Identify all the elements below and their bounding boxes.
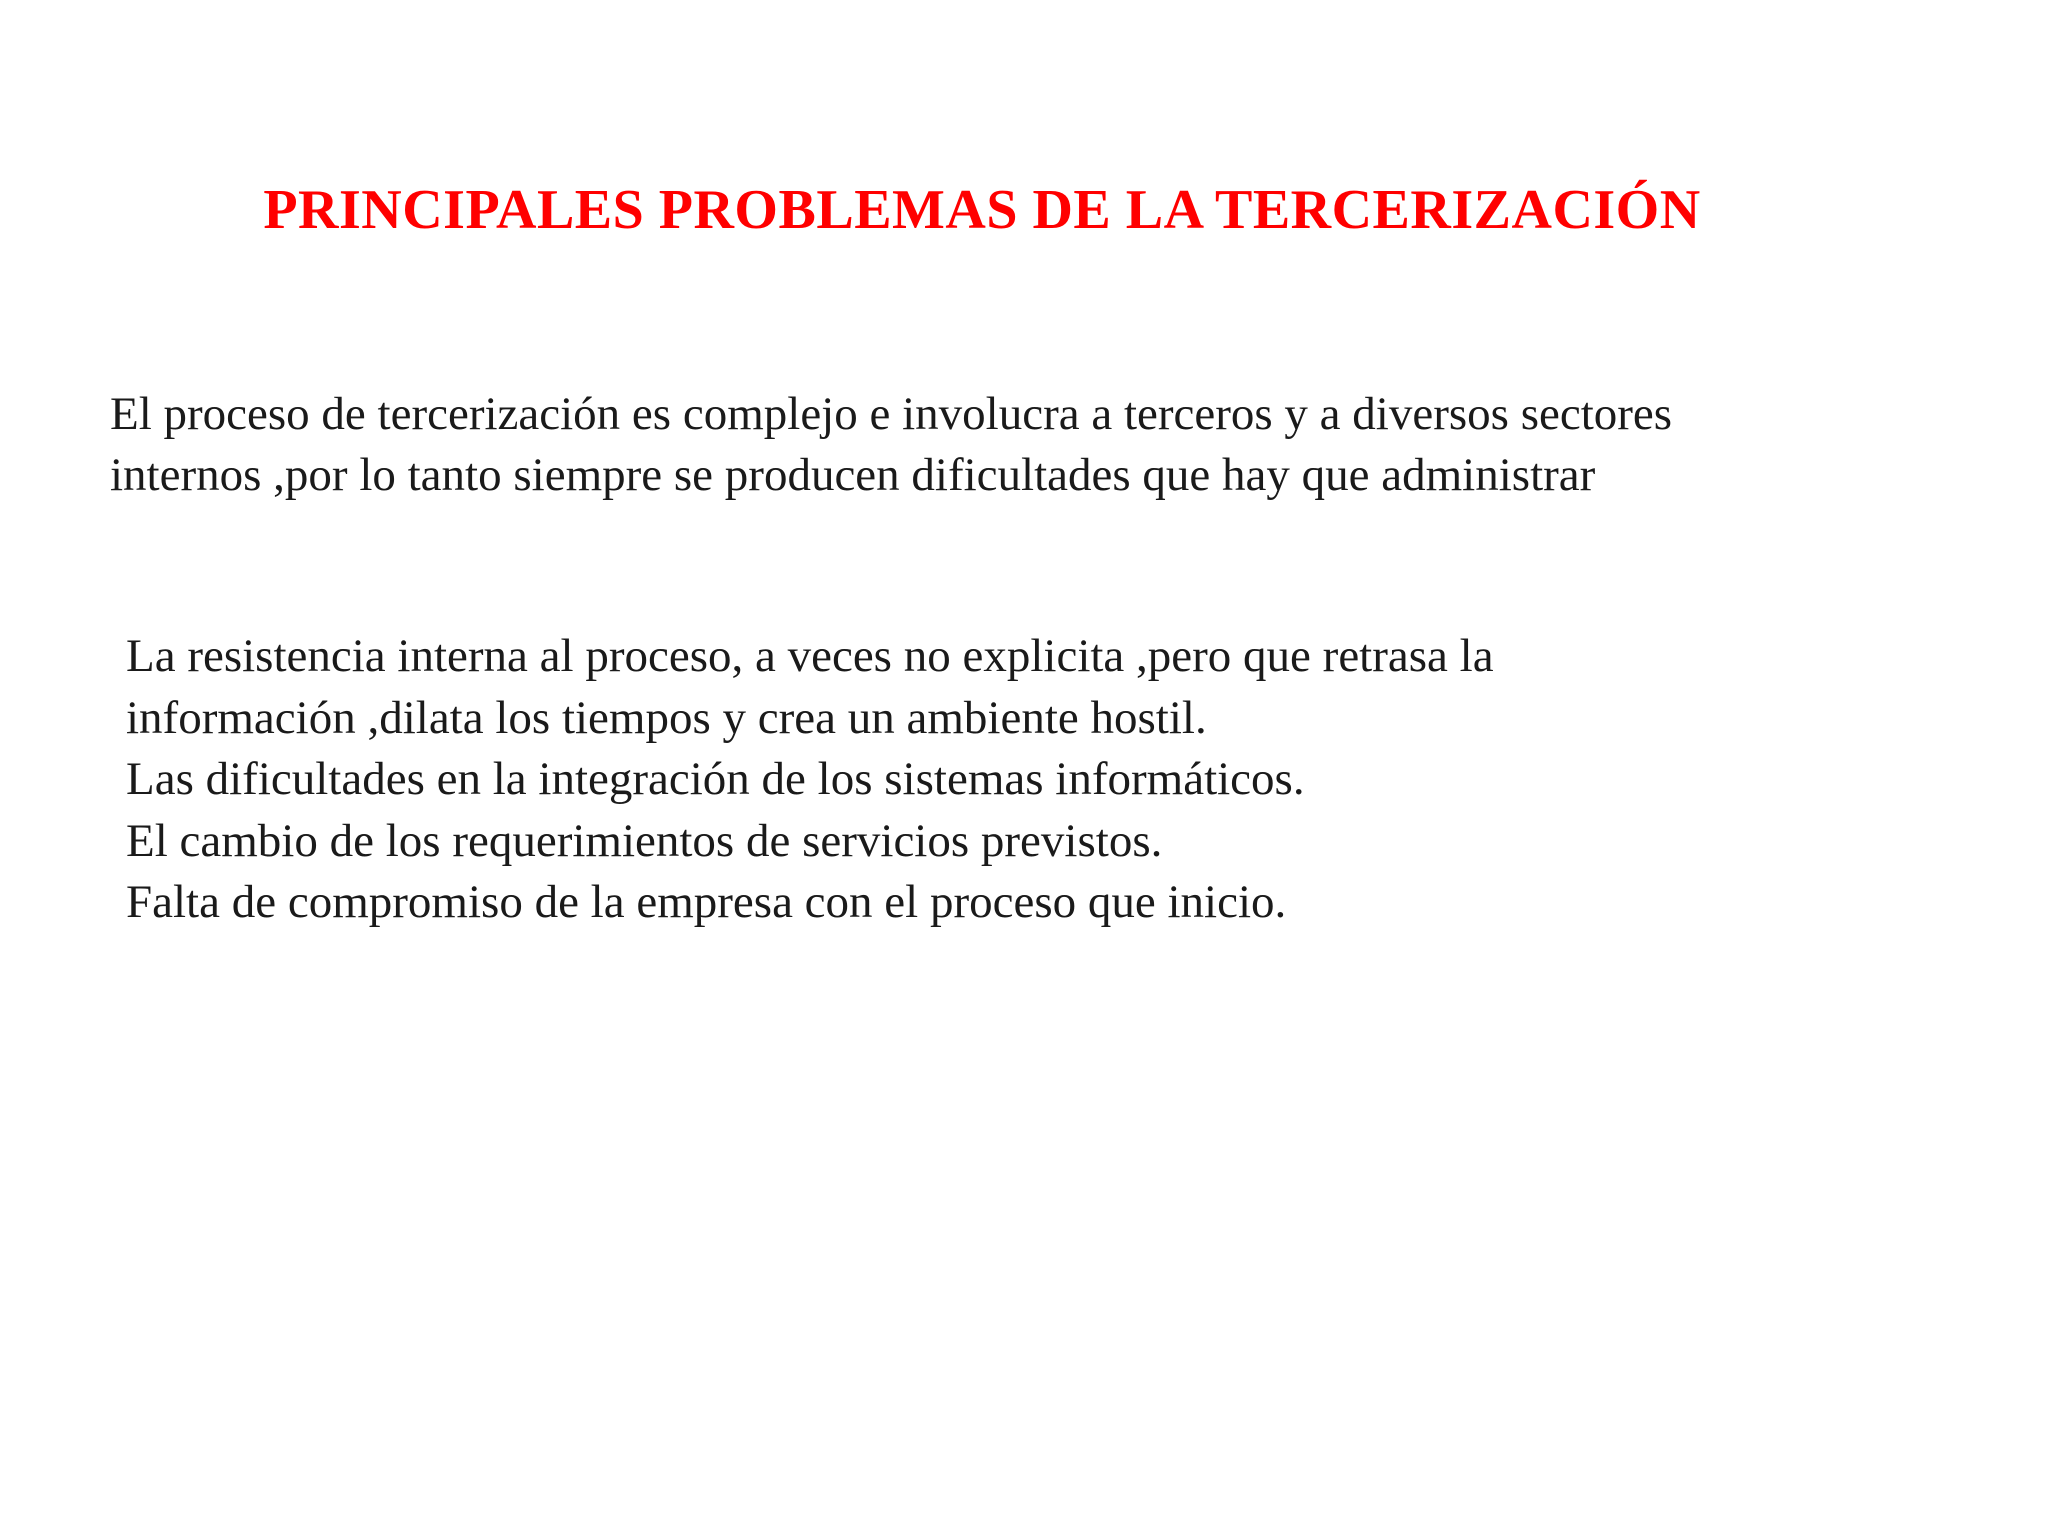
slide-title: PRINCIPALES PROBLEMAS DE LA TERCERIZACIÓN bbox=[263, 179, 1701, 241]
problem-line: El cambio de los requerimientos de servicios previstos. bbox=[126, 814, 1163, 867]
intro-paragraph bbox=[110, 384, 1990, 506]
problems-list bbox=[126, 626, 1986, 934]
intro-line: El proceso de tercerización es complejo e involucra a terceros y a diversos sectores bbox=[110, 388, 1673, 440]
problem-line: Las dificultades en la integración de los sistemas informáticos. bbox=[126, 753, 1305, 805]
intro-line: internos ,por lo tanto siempre se producen dificultades que hay que administrar bbox=[110, 449, 1596, 501]
problem-line: Falta de compromiso de la empresa con el proceso que inicio. bbox=[126, 876, 1287, 928]
problem-line: información ,dilata los tiempos y crea un ambiente hostil. bbox=[126, 691, 1207, 744]
problem-line: La resistencia interna al proceso, a veces no explicita ,pero que retrasa la bbox=[126, 630, 1494, 682]
